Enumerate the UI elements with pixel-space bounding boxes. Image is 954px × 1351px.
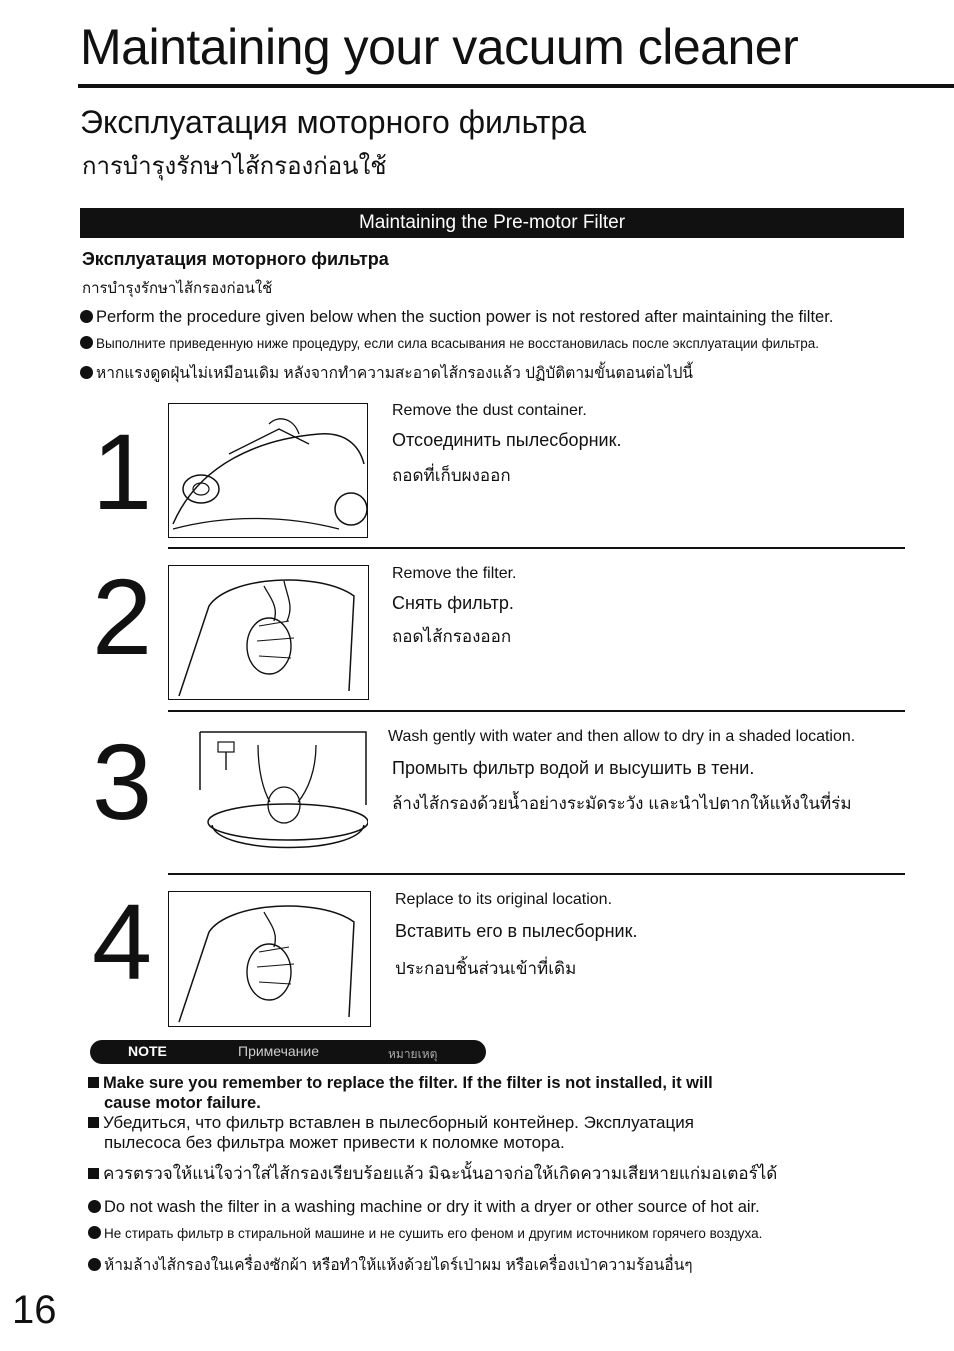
note-bar — [90, 1040, 486, 1064]
step-2-th: ถอดไส้กรองออก — [392, 627, 512, 646]
step-number: 2 — [92, 556, 153, 677]
note-label-th: หมายเหตุ — [388, 1047, 438, 1061]
note-bullet-en-text: Do not wash the filter in a washing machine or dry it with a dryer or other source of hot air. — [104, 1198, 760, 1216]
subtitle-th: การบำรุงรักษาไส้กรองก่อนใช้ — [82, 153, 387, 180]
step-1-en: Remove the dust container. — [392, 402, 587, 419]
section-banner: Maintaining the Pre-motor Filter — [80, 208, 904, 238]
step-3-th: ล้างไส้กรองด้วยน้ำอย่างระมัดระวัง และนำไปตากให้แห้งในที่ร่ม — [392, 794, 852, 813]
page-title: Maintaining your vacuum cleaner — [80, 19, 799, 75]
page-number: 16 — [12, 1288, 57, 1332]
note-item-ru — [88, 1113, 694, 1133]
step-4-th: ประกอบชิ้นส่วนเข้าที่เดิม — [395, 959, 577, 978]
step-number: 3 — [92, 721, 153, 842]
note-bullet-th-text: ห้ามล้างไส้กรองในเครื่องซักผ้า หรือทำให้แห้งด้วยไดร์เป่าผม หรือเครื่องเป่าความร้อนอื่นๆ — [104, 1257, 693, 1274]
step-number: 1 — [92, 411, 153, 532]
bullet-icon — [80, 310, 93, 323]
note-item-en — [88, 1074, 713, 1093]
note-bullet-en — [88, 1198, 760, 1217]
note-bullet-ru — [88, 1226, 762, 1241]
step-1-ru: Отсоединить пылесборник. — [392, 430, 622, 450]
intro-th — [80, 360, 693, 385]
square-bullet-icon — [88, 1077, 99, 1088]
intro-ru — [80, 336, 819, 351]
intro-en-text: Perform the procedure given below when the suction power is not restored after maintaining the filter. — [96, 308, 834, 326]
note-item-th — [88, 1160, 777, 1187]
intro-en — [80, 308, 833, 327]
note-item-ru-2: пылесоса без фильтра может привести к поломке мотора. — [104, 1133, 565, 1152]
step-4-en: Replace to its original location. — [395, 891, 613, 908]
square-bullet-icon — [88, 1168, 99, 1179]
step-1-th: ถอดที่เก็บผงออก — [392, 466, 511, 485]
bullet-icon — [80, 366, 93, 379]
note-bullet-ru-text: Не стирать фильтр в стиральной машине и не сушить его феном и другим источником горячего воздуха. — [104, 1226, 763, 1241]
step-number: 4 — [92, 881, 153, 1002]
title-rule — [78, 84, 954, 88]
step-2-en: Remove the filter. — [392, 565, 517, 582]
section-heading-ru: Эксплуатация моторного фильтра — [82, 249, 389, 269]
bullet-icon — [88, 1258, 101, 1271]
intro-th-text: หากแรงดูดฝุ่นไม่เหมือนเดิม หลังจากทำความสะอาดไส้กรองแล้ว ปฏิบัติตามขั้นตอนต่อไปนี้ — [96, 365, 694, 382]
note-item-th-text: ควรตรวจให้แน่ใจว่าใส่ไส้กรองเรียบร้อยแล้ว มิฉะนั้นอาจก่อให้เกิดความเสียหายแก่มอเตอร์ได้ — [103, 1164, 778, 1183]
note-item-ru-text: Убедиться, что фильтр вставлен в пылесборный контейнер. Эксплуатация — [103, 1113, 694, 1132]
note-label-en: NOTE — [128, 1043, 167, 1059]
bullet-icon — [88, 1226, 101, 1239]
intro-ru-text: Выполните приведенную ниже процедуру, если сила всасывания не восстановилась после эксплуатации фильтра. — [96, 336, 820, 351]
vacuum-body-illustration — [168, 403, 368, 538]
divider — [168, 710, 905, 712]
square-bullet-icon — [88, 1117, 99, 1128]
bullet-icon — [80, 336, 93, 349]
note-item-en-text: Make sure you remember to replace the filter. If the filter is not installed, it will — [103, 1074, 713, 1092]
divider — [168, 873, 905, 875]
step-2-ru: Снять фильтр. — [392, 593, 514, 613]
filter-replace-illustration — [168, 891, 371, 1027]
step-3-ru: Промыть фильтр водой и высушить в тени. — [392, 758, 755, 778]
note-label-ru: Примечание — [238, 1043, 320, 1059]
note-item-en-2: cause motor failure. — [104, 1094, 261, 1112]
note-bullet-th — [88, 1252, 693, 1277]
divider — [168, 547, 905, 549]
section-heading-th: การบำรุงรักษาไส้กรองก่อนใช้ — [82, 280, 273, 297]
filter-removal-illustration — [168, 565, 369, 700]
subtitle-ru: Эксплуатация моторного фильтра — [80, 104, 587, 140]
bullet-icon — [88, 1200, 101, 1213]
washing-filter-illustration — [198, 730, 368, 862]
step-4-ru: Вставить его в пылесборник. — [395, 921, 638, 941]
step-3-en: Wash gently with water and then allow to dry in a shaded location. — [388, 728, 856, 745]
